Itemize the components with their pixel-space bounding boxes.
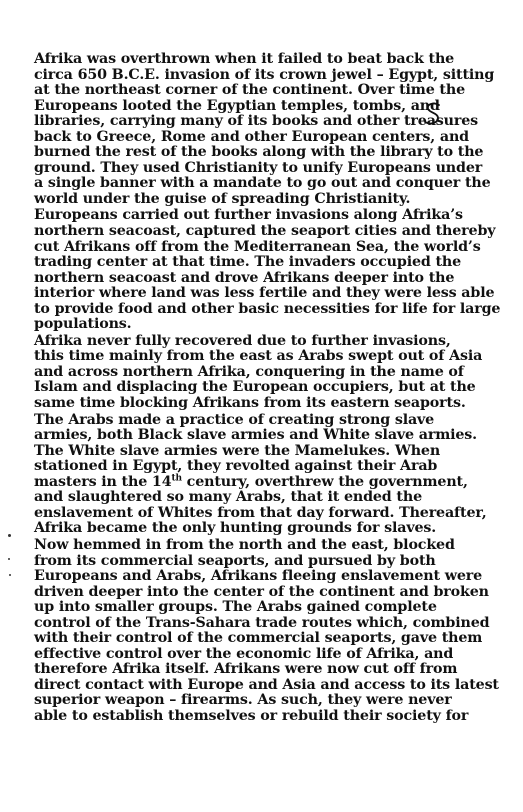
handwritten-mark <box>422 101 444 127</box>
text-line: northern seacoast, captured the seaport cities and thereby <box>34 223 496 240</box>
text-line: at the northeast corner of the continent. Over time the <box>34 82 465 99</box>
text-line: to provide food and other basic necessities for life for large <box>34 300 501 317</box>
text-line: stationed in Egypt, they revolted against their Arab <box>34 458 438 475</box>
text-line: cut Afrikans off from the Mediterranean Sea, the world’s <box>34 238 481 255</box>
text-line: this time mainly from the east as Arabs swept out of Asia <box>34 348 483 365</box>
text-line: trading center at that time. The invaders occupied the <box>34 254 462 271</box>
text-line: and slaughtered so many Arabs, that it ended the <box>34 489 422 506</box>
scan-speck <box>8 558 10 560</box>
text-line: up into smaller groups. The Arabs gained complete <box>34 599 437 616</box>
body-text <box>20 51 501 725</box>
paragraph <box>20 51 495 207</box>
text-line: direct contact with Europe and Asia and access to its latest <box>34 676 499 693</box>
text-line: a single banner with a mandate to go out and conquer the <box>34 175 491 192</box>
text-line: control of the Trans-Sahara trade routes which, combined <box>34 614 490 631</box>
text-line: Now hemmed in from the north and the east, blocked <box>34 536 455 553</box>
scan-speck <box>8 534 11 537</box>
text-line: and across northern Afrika, conquering in the name of <box>34 363 464 380</box>
text-line: enslavement of Whites from that day forward. Thereafter, <box>34 504 487 521</box>
text-line: burned the rest of the books along with the library to the <box>34 144 484 161</box>
text-line: Europeans and Arabs, Afrikans fleeing enslavement were <box>34 568 483 585</box>
text-line: able to establish themselves or rebuild their society for <box>34 707 469 724</box>
paragraph <box>20 536 499 725</box>
text-line: from its commercial seaports, and pursued by both <box>34 552 436 569</box>
scan-speck <box>9 574 11 576</box>
text-line: northern seacoast and drove Afrikans deeper into the <box>34 269 455 286</box>
text-line: ground. They used Christianity to unify Europeans under <box>34 159 483 176</box>
text-line: Afrika never fully recovered due to further invasions, <box>34 332 451 349</box>
text-line: masters in the 14th century, overthrew the government, <box>34 473 468 490</box>
text-line: The White slave armies were the Mamelukes. When <box>34 442 441 459</box>
text-line: world under the guise of spreading Christianity. <box>34 190 411 207</box>
text-line: libraries, carrying many of its books and other treasures <box>34 113 479 130</box>
text-line: The Arabs made a practice of creating strong slave <box>34 411 435 428</box>
text-line: effective control over the economic life of Afrika, and <box>34 645 454 662</box>
text-line: with their control of the commercial seaports, gave them <box>34 630 483 647</box>
text-line: Afrika became the only hunting grounds for slaves. <box>34 520 437 537</box>
text-line: same time blocking Afrikans from its eastern seaports. <box>34 395 466 412</box>
text-line: therefore Afrika itself. Afrikans were now cut off from <box>34 661 458 678</box>
text-line: populations. <box>34 316 132 333</box>
text-line: interior where land was less fertile and they were less able <box>34 285 495 302</box>
text-line: circa 650 B.C.E. invasion of its crown jewel – Egypt, sitting <box>34 66 495 83</box>
text-line: Islam and displacing the European occupiers, but at the <box>34 379 476 396</box>
text-line: Europeans carried out further invasions along Afrika’s <box>34 207 463 224</box>
paragraph <box>20 207 501 333</box>
text-line: superior weapon – firearms. As such, they were never <box>34 692 452 709</box>
paragraph <box>20 332 483 412</box>
text-line: Afrika was overthrown when it failed to beat back the <box>34 51 455 67</box>
text-line: driven deeper into the center of the continent and broken <box>34 583 489 600</box>
text-line: back to Greece, Rome and other European centers, and <box>34 128 469 145</box>
text-line: Europeans looted the Egyptian temples, tombs, and <box>34 97 440 114</box>
paragraph <box>20 411 487 537</box>
text-line: armies, both Black slave armies and White slave armies. <box>34 427 477 444</box>
